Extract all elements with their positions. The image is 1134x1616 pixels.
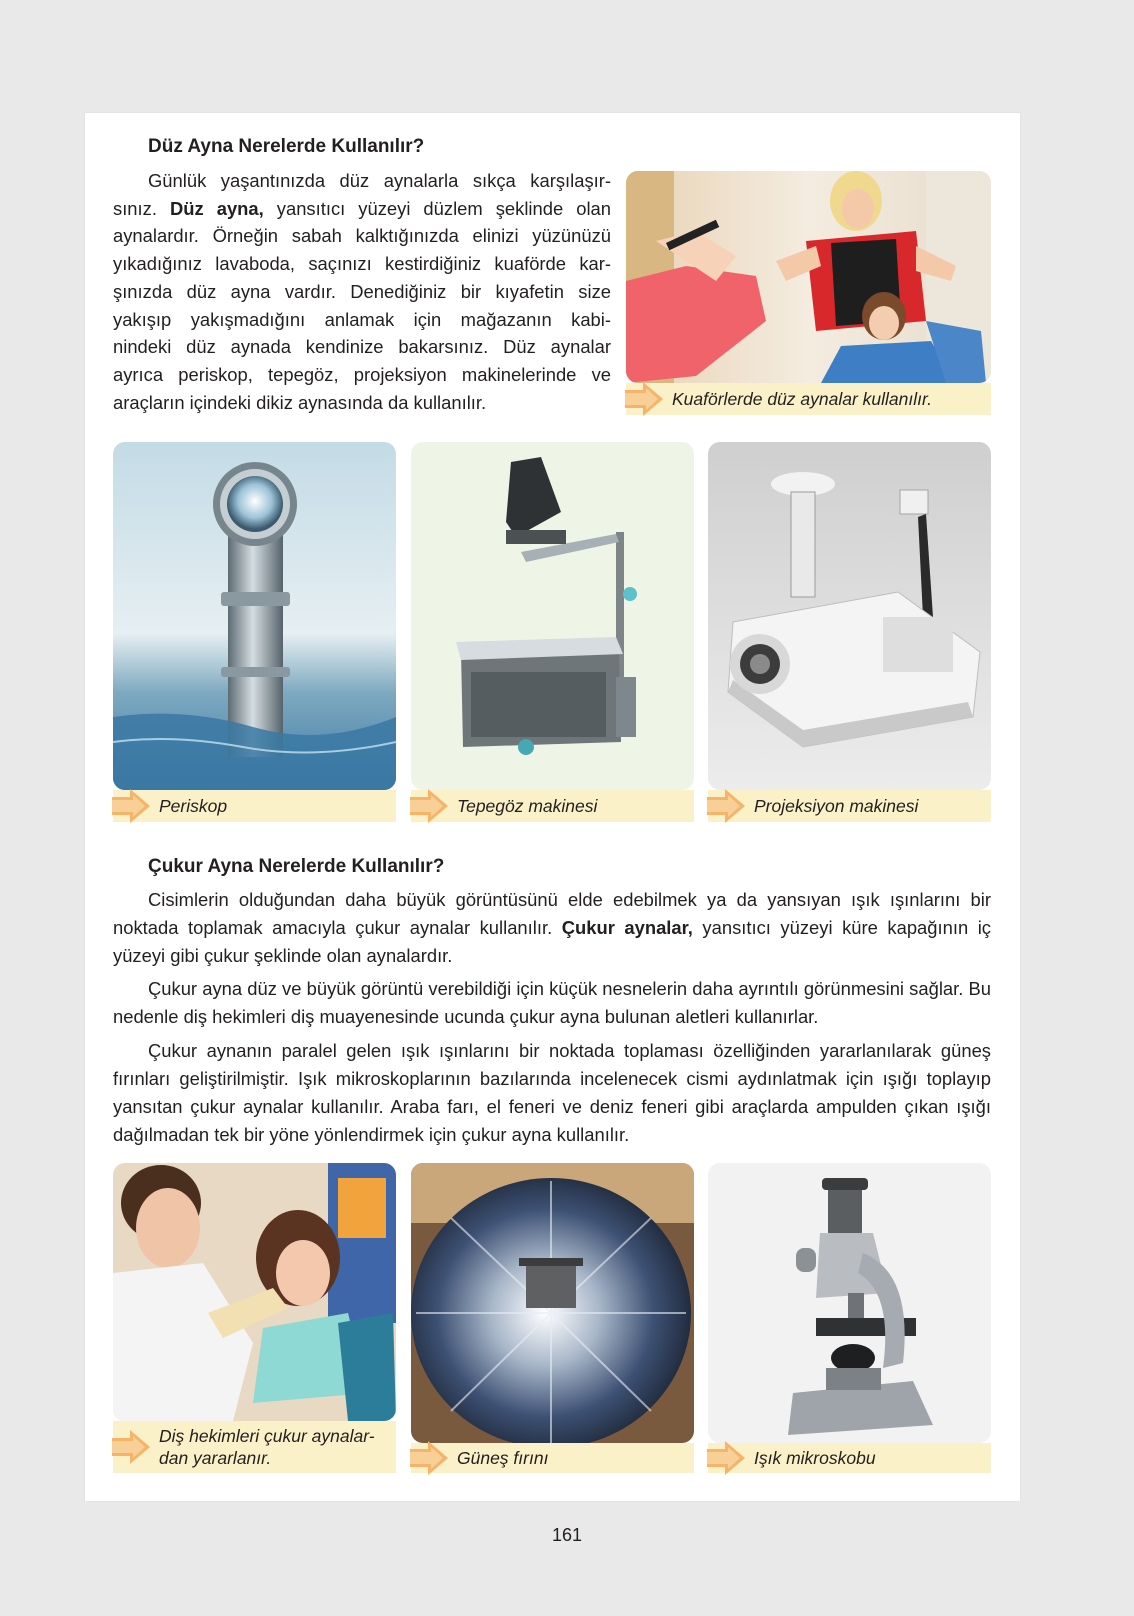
caption-text: Periskop xyxy=(159,796,228,816)
periscope-image xyxy=(113,442,396,790)
para-part: yansıtıcı yüzeyi küre kapağının iç yüzeyi gibi çukur şeklinde olan aynalardır. xyxy=(113,917,991,966)
flat-mirror-paragraph xyxy=(113,167,611,416)
caption-periscope xyxy=(113,790,396,822)
caption-hairdresser xyxy=(626,383,991,415)
hairdresser-image xyxy=(626,171,991,383)
caption-arrow-icon xyxy=(707,789,747,823)
caption-overhead xyxy=(411,790,694,822)
caption-arrow-icon xyxy=(410,1441,450,1475)
overhead-projector-image xyxy=(411,442,694,790)
concave-paragraph-3: Çukur aynanın paralel gelen ışık ışınlarını bir noktada toplaması özelliğinden yararlanılarak güneş fırınları geliştirilmiştir. Işık mikroskoplarının bazılarında incelenecek cismi aydınlatmak için ışığı toplayıp yansıtan çukur aynalar kullanılır. Araba farı, el feneri ve deniz feneri gibi araçlarda ampulden çıkan ışığı dağılmadan tek bir yöne yönlendirmek için çukur ayna kullanılır. xyxy=(113,1040,991,1145)
caption-arrow-icon xyxy=(112,1430,152,1464)
caption-text: Kuaförlerde düz aynalar kullanılır. xyxy=(672,389,933,409)
caption-line: dan yararlanır. xyxy=(159,1448,272,1468)
caption-text: Güneş fırını xyxy=(457,1448,549,1468)
caption-text: Tepegöz makinesi xyxy=(457,796,598,816)
para-line: Günlük yaşantınızda düz aynalarla sıkça karşılaşır- xyxy=(148,170,611,191)
para-line: aynalardır. Örneğin sabah kalktığınızda elinizi yüzünüzü xyxy=(113,225,611,247)
caption-dentist xyxy=(113,1421,396,1473)
caption-microscope xyxy=(708,1443,991,1473)
caption-arrow-icon xyxy=(625,382,665,416)
para-line: ayrıca periskop, tepegöz, projeksiyon makinelerinde ve xyxy=(113,363,611,385)
term-duz-ayna: Düz ayna, xyxy=(169,197,264,219)
section-heading-flat-mirror: Düz Ayna Nerelerde Kullanılır? xyxy=(148,136,425,157)
caption-text: Işık mikroskobu xyxy=(754,1448,876,1468)
page-number: 161 xyxy=(551,1525,583,1545)
para-line: yıkadığınız lavaboda, saçınızı kestirdiğiniz kuaförde kar- xyxy=(113,253,611,275)
caption-text: Projeksiyon makinesi xyxy=(754,796,919,816)
para-line-part: sınız. xyxy=(113,197,170,219)
para-line: yakışıp yakışmadığını anlamak için mağazanın kabi- xyxy=(113,308,611,330)
caption-solar xyxy=(411,1443,694,1473)
para-line: nindeki düz aynada kendinize bakarsınız. Düz aynalar xyxy=(113,336,611,358)
solar-oven-image xyxy=(411,1163,694,1443)
caption-arrow-icon xyxy=(112,789,152,823)
concave-paragraph-1 xyxy=(113,886,991,970)
dentist-image xyxy=(113,1163,396,1421)
para-line-part: yansıtıcı yüzeyi düzlem şeklinde olan xyxy=(263,197,611,219)
para-line xyxy=(113,195,611,223)
caption-line: Diş hekimleri çukur aynalar- xyxy=(159,1426,375,1446)
caption-arrow-icon xyxy=(707,1441,747,1475)
microscope-image xyxy=(708,1163,991,1443)
caption-projector xyxy=(708,790,991,822)
concave-paragraph-2: Çukur ayna düz ve büyük görüntü verebildiği için küçük nesnelerin daha ayrıntılı görünmesini sağlar. Bu nedenle diş hekimleri diş muayenesinde ucunda çukur ayna bulunan aletleri kullanırlar. xyxy=(113,978,991,1027)
projector-image xyxy=(708,442,991,790)
caption-text xyxy=(159,1425,375,1469)
caption-arrow-icon xyxy=(410,789,450,823)
term-cukur-aynalar: Çukur aynalar, xyxy=(561,917,693,938)
para-line: şınızda düz ayna vardır. Denediğiniz bir kıyafetin size xyxy=(113,280,611,302)
section-heading-concave-mirror: Çukur Ayna Nerelerde Kullanılır? xyxy=(148,856,445,877)
para-line: araçların içindeki dikiz aynasında da kullanılır. xyxy=(113,391,487,413)
para-part: Cisimlerin olduğundan daha büyük görüntüsünü elde edebilmek ya da yansıyan ışık ışınlarını bir noktada toplamak amacıyla çukur aynalar kullanılır. xyxy=(113,889,991,938)
